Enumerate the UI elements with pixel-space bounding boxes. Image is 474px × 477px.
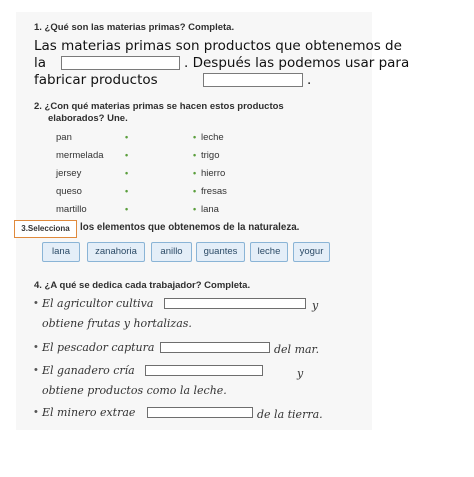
q4-item4-end: de la tierra. (257, 408, 323, 421)
select-button[interactable]: 3.Selecciona (14, 220, 77, 238)
q1-line2-start: la (34, 55, 47, 71)
option-chip-zanahoria[interactable]: zanahoria (87, 242, 145, 262)
q2-right-connector-dot[interactable]: • (193, 186, 197, 196)
q4-item1-start: El agricultor cultiva (42, 297, 154, 310)
q2-left-item: queso (56, 186, 82, 197)
q4-item3-continuation: obtiene productos como la leche. (42, 384, 227, 397)
q1-title: 1. ¿Qué son las materias primas? Completa. (34, 22, 235, 33)
q2-left-item: pan (56, 132, 72, 143)
q4-item1-continuation: obtiene frutas y hortalizas. (42, 317, 192, 330)
option-chip-lana[interactable]: lana (42, 242, 80, 262)
q2-right-connector-dot[interactable]: • (193, 204, 197, 214)
q2-left-connector-dot[interactable]: • (125, 132, 129, 142)
q2-title-line2: elaborados? Une. (48, 113, 128, 124)
option-chip-yogur[interactable]: yogur (293, 242, 330, 262)
q1-line3-end: . (307, 72, 312, 88)
q2-right-item: fresas (201, 186, 227, 197)
option-chip-leche[interactable]: leche (250, 242, 288, 262)
q2-left-item: martillo (56, 204, 87, 215)
q4-item1-end: y (312, 299, 319, 312)
q4-bullet: • (34, 297, 38, 309)
q2-left-item: jersey (56, 168, 82, 179)
q1-line1: Las materias primas son productos que obtenemos de (34, 38, 402, 54)
q2-right-item: leche (201, 132, 224, 143)
q4-item2-end: del mar. (274, 343, 320, 356)
q2-right-item: lana (201, 204, 219, 215)
q4-item3-end: y (297, 367, 304, 380)
q2-left-connector-dot[interactable]: • (125, 204, 129, 214)
q2-left-connector-dot[interactable]: • (125, 186, 129, 196)
q4-answer-field-2[interactable] (160, 342, 270, 353)
q1-answer-field-1[interactable] (61, 56, 180, 70)
q1-line3-start: fabricar productos (34, 72, 158, 88)
q4-title: 4. ¿A qué se dedica cada trabajador? Completa. (34, 280, 251, 291)
q4-answer-field-3[interactable] (145, 365, 263, 376)
q2-left-connector-dot[interactable]: • (125, 150, 129, 160)
q2-right-connector-dot[interactable]: • (193, 168, 197, 178)
q2-right-item: trigo (201, 150, 220, 161)
q1-line2-end: . Después las podemos usar para (184, 55, 410, 71)
q4-item4-start: El minero extrae (42, 406, 136, 419)
q4-bullet: • (34, 406, 38, 418)
q3-title: los elementos que obtenemos de la naturaleza. (80, 222, 300, 233)
q4-answer-field-4[interactable] (147, 407, 253, 418)
q2-title-line1: 2. ¿Con qué materias primas se hacen estos productos (34, 101, 284, 112)
q2-left-connector-dot[interactable]: • (125, 168, 129, 178)
q1-answer-field-2[interactable] (203, 73, 303, 87)
q4-answer-field-1[interactable] (164, 298, 306, 309)
q2-right-connector-dot[interactable]: • (193, 132, 197, 142)
option-chip-guantes[interactable]: guantes (196, 242, 245, 262)
q2-left-item: mermelada (56, 150, 104, 161)
q4-item3-start: El ganadero cría (42, 364, 135, 377)
option-chip-anillo[interactable]: anillo (151, 242, 192, 262)
q2-right-connector-dot[interactable]: • (193, 150, 197, 160)
q4-bullet: • (34, 341, 38, 353)
q2-right-item: hierro (201, 168, 226, 179)
q4-item2-start: El pescador captura (42, 341, 155, 354)
q4-bullet: • (34, 364, 38, 376)
